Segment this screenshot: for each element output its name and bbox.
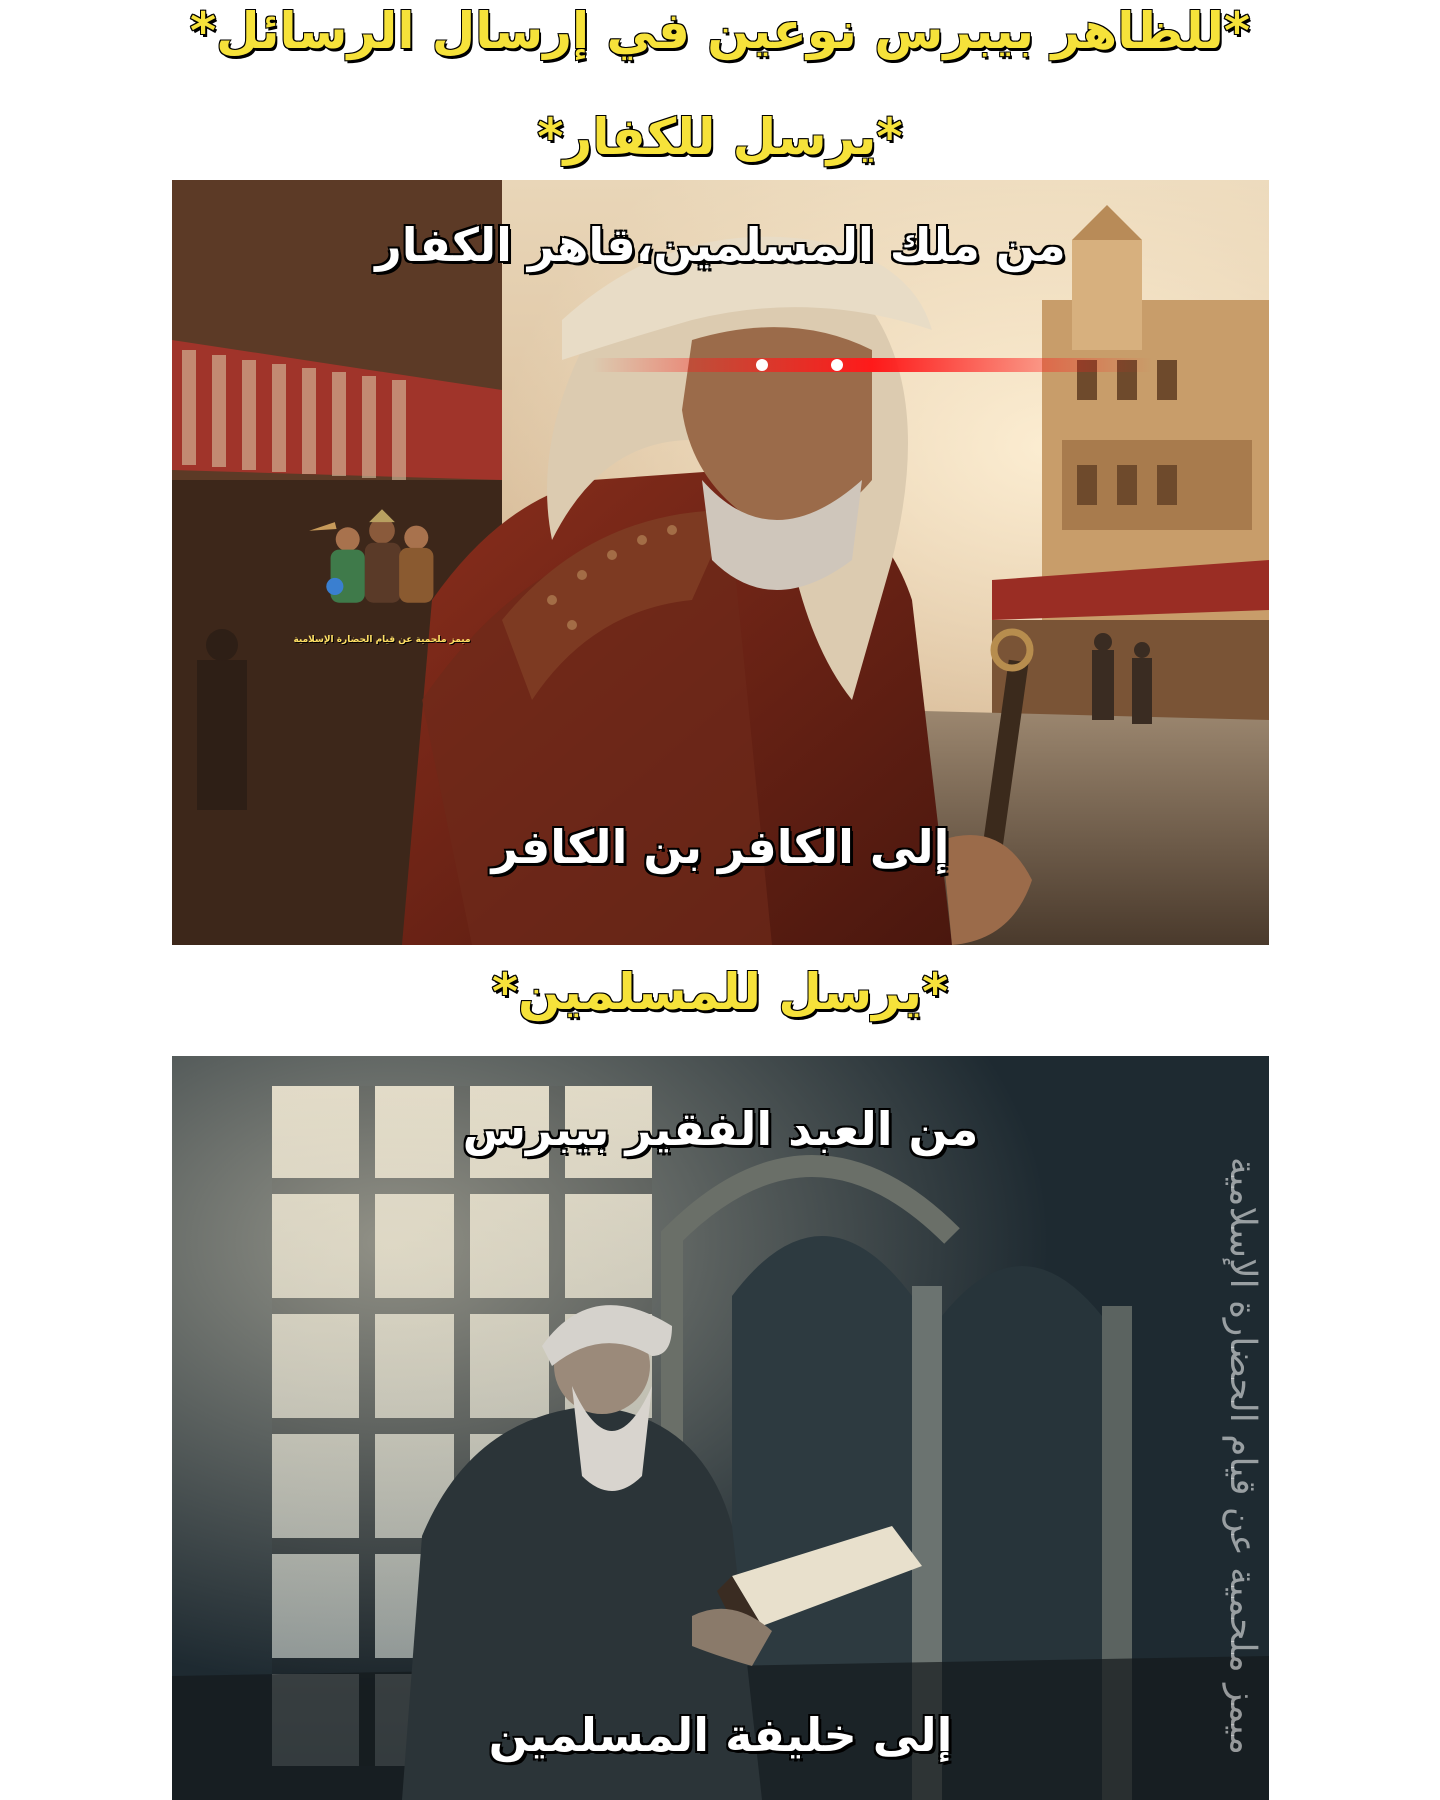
bottom-line-from: من العبد الفقير بيبرس [462, 1102, 979, 1156]
logo-caption: ميمز ملحمية عن قيام الحضارة الإسلامية [293, 635, 471, 645]
vertical-watermark: ميمز ملحمية عن قيام الحضارة الإسلامية [1222, 1157, 1263, 1755]
top-line-from: من ملك المسلمين،قاهر الكفار [375, 218, 1066, 272]
subheading-to-muslims: *يرسل للمسلمين* [491, 963, 949, 1021]
main-heading: *للظاهر بيبرس نوعين في إرسال الرسائل* [189, 2, 1251, 60]
channel-logo [287, 505, 477, 645]
three-warriors-logo-icon [287, 505, 477, 625]
subheading-to-kuffar: *يرسل للكفار* [537, 108, 903, 166]
bottom-line-to: إلى خليفة المسلمين [488, 1708, 953, 1762]
top-meme-panel [172, 180, 1269, 945]
reading-scholar-illustration [172, 1056, 1269, 1800]
bottom-meme-panel [172, 1056, 1269, 1800]
top-line-to: إلى الكافر بن الكافر [491, 820, 950, 874]
